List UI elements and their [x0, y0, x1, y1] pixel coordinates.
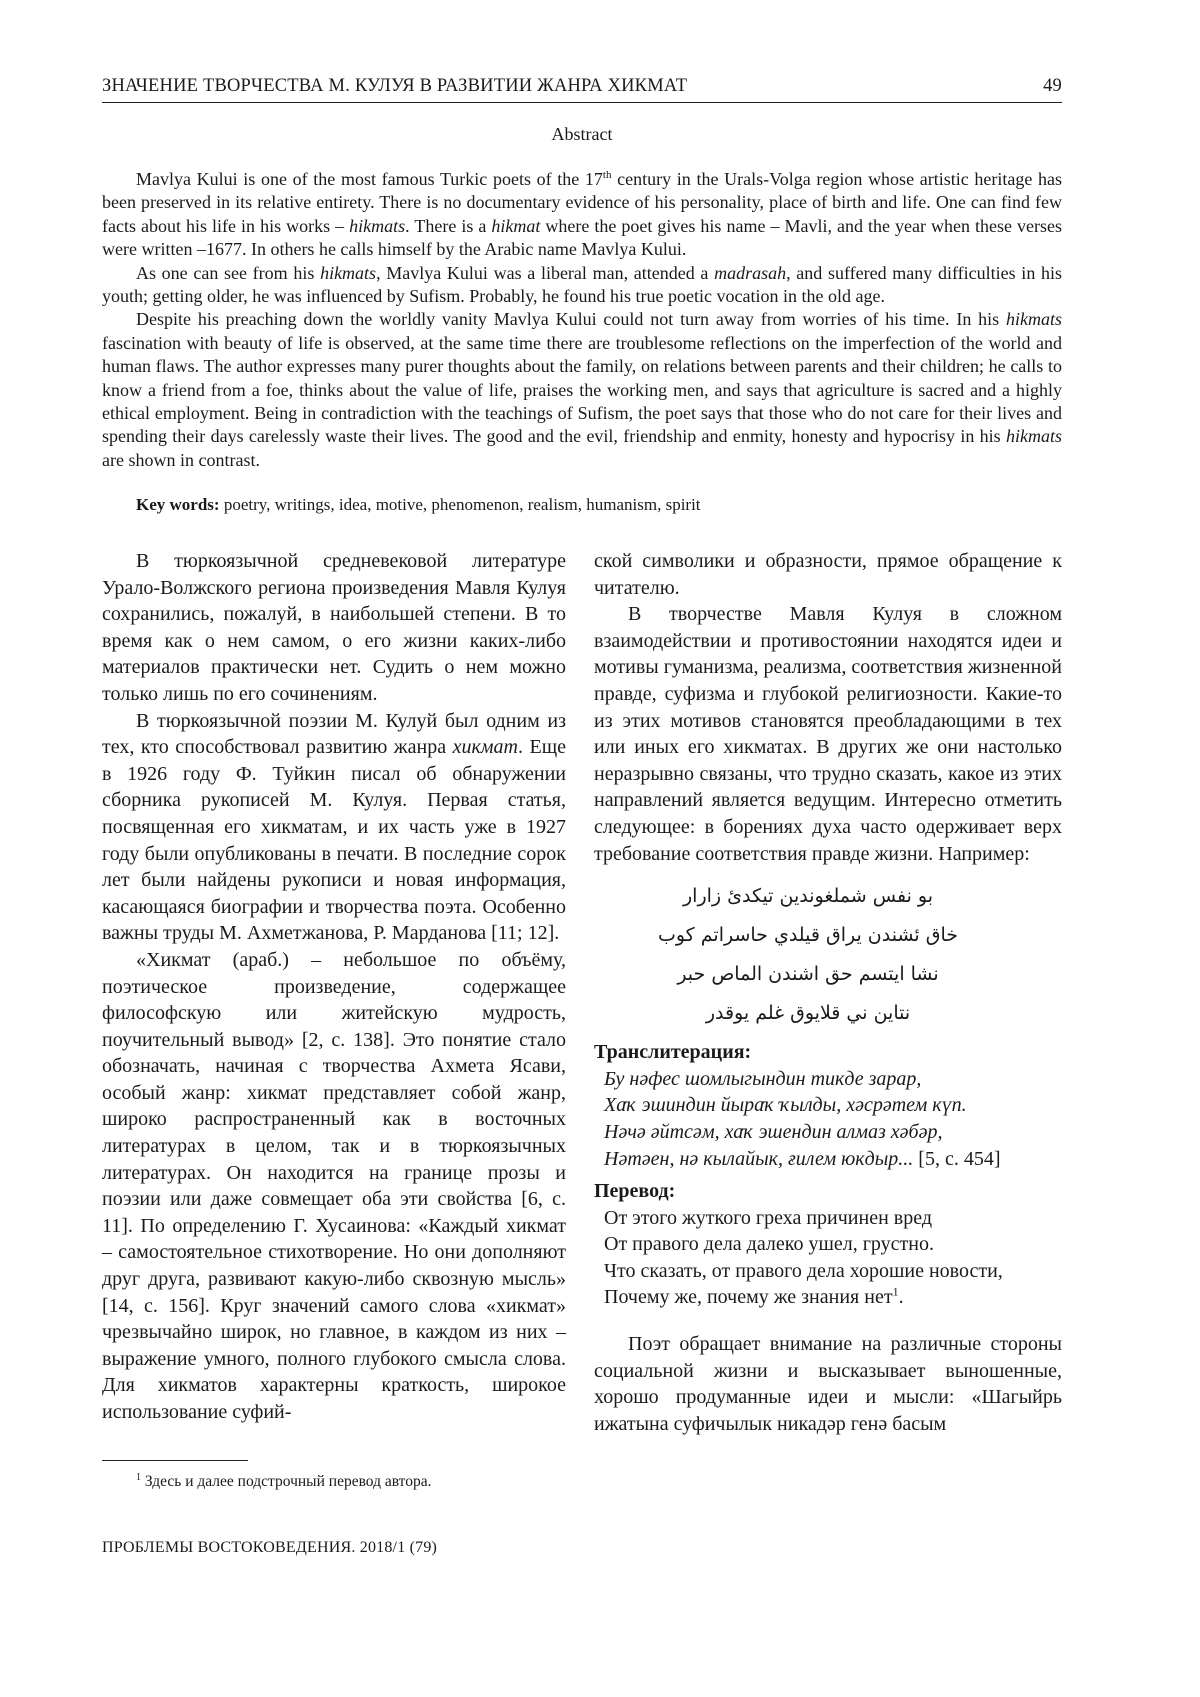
translation-line-last [594, 1284, 1062, 1311]
header-rule [102, 102, 1062, 103]
left-paragraph-3: «Хикмат (араб.) – небольшое по объёму, поэтическое произведение, содержащее философскую или житейскую мудрость, поучительный вывод» [2, с. 138]. Это понятие стало обозначать, начиная с творчества Ахмета Ясави, особый жанр: хикмат представляет собой жанр, широко распространенный как в восточных литературах в целом, так и в тюркоязычных литературах. Он находится на границе прозы и поэзии или даже совмещает оба эти свойства [6, с. 11]. По определению Г. Хусаинова: «Каждый хикмат – самостоятельное стихотворение. Но они дополняют друг друга, развивают какую-либо сквозную мысль» [14, с. 156]. Круг значений самого слова «хикмат» чрезвычайно широк, но главное, в каждом из них – выражение умного, полного глубокого смысла слова. Для хикматов характерны краткость, широкое использование суфий- [102, 948, 566, 1423]
footnote-rule [102, 1460, 248, 1461]
keywords-label: Key words: [136, 495, 220, 514]
right-column [594, 548, 1062, 1437]
running-title: ЗНАЧЕНИЕ ТВОРЧЕСТВА М. КУЛУЯ В РАЗВИТИИ ЖАНРА ХИКМАТ [102, 76, 688, 96]
italic-term: hikmats [1006, 309, 1062, 330]
running-head [102, 76, 1062, 97]
translation-line: От этого жуткого греха причинен вред [604, 1206, 933, 1229]
translation-text: Почему же, почему же знания нет [604, 1286, 893, 1309]
abstract-text: . There is a [405, 215, 492, 236]
arabic-line: نتاين ني قلايوق غلم يوقدر [705, 1002, 911, 1025]
footnote-number: 1 [136, 1472, 141, 1483]
left-paragraph-2 [102, 708, 566, 947]
transliteration-line: Бу нәфес шомлыгындин тикде зарар, [604, 1067, 922, 1090]
abstract-body [102, 168, 1062, 472]
superscript: th [602, 169, 612, 181]
arabic-line: بو نفس شملغوندين تيكدئ زارار [682, 885, 933, 908]
left-column [102, 548, 566, 1426]
transliteration-label: Транслитерация: [594, 1041, 752, 1064]
footnote-mark[interactable]: 1 [892, 1284, 899, 1299]
abstract-paragraph-2 [102, 262, 1062, 309]
left-paragraph-1: В тюркоязычной средневековой литературе Урало-Волжского региона произведения Мавля Кулуя сохранились, пожалуй, в наибольшей степени. В то время как о нем самом, о его жизни каких-либо материалов практически нет. Судить о нем можно только лишь по его сочинениям. [102, 550, 566, 705]
footnote-text: Здесь и далее подстрочный перевод автора. [141, 1473, 432, 1491]
abstract-title: Abstract [551, 124, 613, 144]
abstract-text: century in the Urals-Volga region whose artistic heritage has been preserved in its relative entirety. There is no documentary evidence of his personality, place of birth and life. One can find few facts about his life in his works – [102, 169, 1062, 236]
page-number: 49 [1043, 76, 1062, 96]
keywords-text: poetry, writings, idea, motive, phenomenon, realism, humanism, spirit [219, 495, 701, 514]
journal-footer: ПРОБЛЕМЫ ВОСТОКОВЕДЕНИЯ. 2018/1 (79) [102, 1539, 438, 1556]
body-text: В тюркоязычной поэзии М. Кулуй был одним из тех, кто способствовал развитию жанра [102, 709, 566, 759]
abstract-text: , and suffered many difficulties in his youth; getting older, he was influenced by Sufism. Probably, he found his true poetic vocation in the old age. [102, 262, 1063, 307]
body-text: . Еще в 1926 году Ф. Туйкин писал об обнаружении сборника рукописей М. Кулуя. Первая статья, посвященная его хикматам, и их часть уже в 1927 году были опубликованы в печати. В последние сорок лет были найдены рукописи и новая информация, касающаяся биографии и творчества поэта. Особенно важны труды М. Ахметжанова, Р. Марданова [11; 12]. [102, 736, 566, 945]
abstract-text: where the poet gives his name – Mavli, and the year when these verses were written –1677. In others he calls himself by the Arabic name Mavlya Kului. [102, 215, 1063, 260]
abstract-text: fascination with beauty of life is observed, at the same time there are troublesome reflections on the imperfection of the world and human flaws. The author expresses many purer thoughts about the family, on relations between parents and their children; he calls to know a friend from a foe, thinks about the value of life, praises the working men, and says that agriculture is sacred and a highly ethical employment. Being in contradiction with the teachings of Sufism, the poet says that those who do not care for their lives and spending their days carelessly waste their lives. The good and the evil, friendship and enmity, honesty and hypocrisy in his [102, 332, 1062, 447]
italic-term: hikmats [1006, 426, 1062, 447]
punctuation: . [898, 1286, 904, 1309]
abstract-paragraph-1 [102, 168, 1062, 262]
transliteration-line: Нәчә әйтсәм, хаҡ эшендин алмаз хәбәр, [604, 1120, 943, 1143]
abstract-paragraph-3 [102, 308, 1062, 472]
citation: [5, с. 454] [913, 1147, 1001, 1170]
italic-term: хикмат [452, 736, 519, 759]
translation-line: От правого дела далеко ушел, грустно. [604, 1233, 934, 1256]
italic-term: hikmats [320, 262, 377, 283]
arabic-line: خاق ئشندن يراق قيلدي حاسراتم كوب [657, 924, 958, 947]
translation-line: Что сказать, от правого дела хорошие новости, [604, 1259, 1003, 1282]
keywords [136, 495, 701, 515]
translation-label: Перевод: [594, 1180, 676, 1203]
abstract-text: are shown in contrast. [102, 449, 260, 470]
arabic-line: نشا ايتسم حق اشندن الماص حبر [677, 963, 939, 986]
transliteration-text: Нәтәен, нә кылайык, ғилем юкдыр... [604, 1147, 914, 1170]
footnote [136, 1472, 432, 1491]
right-paragraph-last: Поэт обращает внимание на различные стороны социальной жизни и высказывает выношенные, хорошо продуманные идеи и мысли: «Шагыйрь ижатына суфичылык никадәр генә басым [594, 1333, 1062, 1435]
italic-term: madrasah [714, 262, 787, 283]
right-paragraph-1: В творчестве Мавля Кулуя в сложном взаимодействии и противостоянии находятся идеи и мотивы гуманизма, реализма, соответствия жизненной правде, суфизма и глубокой религиозности. Какие-то из этих мотивов становятся преобладающими в тех или иных его хикматах. В других же они настолько неразрывно связаны, что трудно сказать, какое из этих направлений является ведущим. Интересно отметить следующее: в борениях духа часто одерживает верх требование соответствия правде жизни. Например: [594, 603, 1062, 865]
transliteration-line-last [594, 1146, 1062, 1173]
arabic-verse [594, 877, 1062, 1033]
italic-term: hikmats [349, 215, 406, 236]
abstract-text: , Mavlya Kului was a liberal man, attended a [376, 262, 715, 283]
italic-term: hikmat [491, 215, 541, 236]
right-paragraph-0: ской символики и образности, прямое обращение к читателю. [594, 550, 1062, 599]
abstract-text: As one can see from his [136, 262, 321, 283]
transliteration-line: Хаҡ эшиндин йыраҡ ҡылды, хәсрәтем күп. [604, 1094, 967, 1117]
abstract-text: Despite his preaching down the worldly vanity Mavlya Kului could not turn away from worries of his time. In his [136, 309, 1006, 330]
abstract-text: Mavlya Kului is one of the most famous Turkic poets of the 17 [136, 169, 603, 189]
